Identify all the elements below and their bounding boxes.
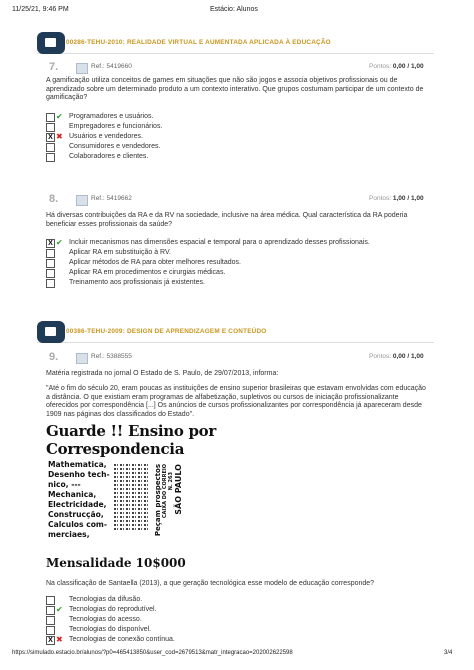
ref-icon [76, 195, 88, 206]
question-quote-9: "Até o fim do século 20, eram poucas as instituições de ensino superior brasileiras que estavam envolvidas com educação a distância. O que existiam eram programas de alfabetização, supletivos ou cursos de iniciação profissionalizante oferecidos por correspondência [...] Os anúncios de cursos profissionalizantes por correspondência já apareceram desde 1909 nas páginas dos classificados do Estado". [46, 385, 426, 418]
option[interactable] [46, 249, 426, 259]
option[interactable] [46, 626, 426, 636]
option-checkbox[interactable] [46, 143, 55, 152]
print-page-number: 3/4 [444, 650, 453, 656]
option-label: Tecnologias do acesso. [69, 616, 142, 623]
question-header-8 [46, 193, 436, 207]
option-label: Incluir mecanismos nas dimensões espacial e temporal para o aprendizado desses profissionais. [69, 239, 370, 246]
option[interactable] [46, 239, 426, 249]
option-checkbox[interactable] [46, 626, 55, 635]
print-url[interactable]: https://simulado.estacio.br/alunos/?p0=465413850&user_cod=2679513&matr_integracao=202002622598 [12, 650, 293, 656]
question-intro-9: Matéria registrada no jornal O Estado de S. Paulo, de 29/07/2013, informa: [46, 370, 279, 377]
option[interactable] [46, 606, 426, 616]
question-header-7 [46, 61, 436, 75]
option[interactable] [46, 153, 426, 163]
question-number: 9. [49, 351, 59, 363]
question-score: Pontos: 0,00 / 1,00 [369, 63, 424, 70]
course-header-2 [37, 326, 434, 343]
clipping-price: Mensalidade 10$000 [46, 556, 186, 570]
option-label: Tecnologias do reprodutível. [69, 606, 157, 613]
clipping-headline: Guarde !! Ensino por [46, 422, 216, 440]
question-ref: Ref.: 5419660 [91, 63, 132, 70]
option[interactable] [46, 616, 426, 626]
option-label: Aplicar RA em substituição à RV. [69, 249, 171, 256]
question-ref: Ref.: 5388555 [91, 353, 132, 360]
option-checkbox[interactable]: X [46, 239, 55, 248]
option-label: Programadores e usuários. [69, 113, 154, 120]
question-header-9 [46, 351, 436, 365]
option-label: Usuários e vendedores. [69, 133, 143, 140]
option-checkbox[interactable] [46, 259, 55, 268]
check-icon: ✔ [56, 238, 63, 247]
option-label: Consumidores e vendedores. [69, 143, 161, 150]
question-ref: Ref.: 5419662 [91, 195, 132, 202]
option[interactable] [46, 279, 426, 289]
check-icon: ✔ [56, 112, 63, 121]
option-label: Tecnologias da difusão. [69, 596, 143, 603]
option-label: Empregadores e funcionários. [69, 123, 163, 130]
book-icon [37, 321, 65, 343]
question-number: 8. [49, 193, 59, 205]
option-checkbox[interactable] [46, 249, 55, 258]
ref-icon [76, 353, 88, 364]
option-checkbox[interactable] [46, 269, 55, 278]
option[interactable] [46, 259, 426, 269]
print-page-title: Estácio: Alunos [210, 6, 258, 13]
option-label: Aplicar métodos de RA para obter melhores resultados. [69, 259, 241, 266]
option-label: Tecnologias de conexão contínua. [69, 636, 175, 643]
option-label: Aplicar RA em procedimentos e cirurgias médicas. [69, 269, 226, 276]
option-checkbox[interactable] [46, 279, 55, 288]
option[interactable] [46, 143, 426, 153]
course-title: 00286-TEHU-2010: REALIDADE VIRTUAL E AUMENTADA APLICADA À EDUCAÇÃO [66, 39, 331, 46]
clipping-address: Peçam prospectos CAIXA DO CORREIO N. 263 SÃO PAULO [154, 464, 183, 537]
question-text-9: Na classificação de Santaella (2013), a que geração tecnológica esse modelo de educação corresponde? [46, 580, 375, 587]
option[interactable] [46, 269, 426, 279]
option-checkbox[interactable] [46, 596, 55, 605]
option-checkbox[interactable] [46, 616, 55, 625]
question-score: Pontos: 1,00 / 1,00 [369, 195, 424, 202]
option[interactable] [46, 596, 426, 606]
cross-icon: ✖ [56, 635, 63, 644]
clipping-noise-pattern [114, 462, 148, 532]
option[interactable] [46, 123, 426, 133]
option[interactable] [46, 113, 426, 123]
cross-icon: ✖ [56, 132, 63, 141]
clipping-headline-2: Correspondencia [46, 440, 185, 458]
question-text-8: Há diversas contribuições da RA e da RV na sociedade, inclusive na área médica. Qual característica da RA poderia beneficiar esses profissionais da saúde? [46, 212, 408, 228]
check-icon: ✔ [56, 605, 63, 614]
option[interactable] [46, 636, 426, 646]
course-title: 00386-TEHU-2009: DESIGN DE APRENDIZAGEM E CONTEÚDO [66, 328, 267, 335]
print-datetime: 11/25/21, 9:46 PM [12, 6, 69, 13]
option-checkbox[interactable]: X [46, 133, 55, 142]
question-score: Pontos: 0,00 / 1,00 [369, 353, 424, 360]
option-label: Treinamento aos profissionais já existentes. [69, 279, 205, 286]
ref-icon [76, 63, 88, 74]
question-number: 7. [49, 61, 59, 73]
book-icon [37, 32, 65, 54]
question-text-7: A gamificação utiliza conceitos de games em situações que não são jogos e associa objetivos profissionais ou de aprendizado sobre um determinado produto a um contexto interativo. Que grupos costumam participar de um contexto de gamificação? [46, 77, 424, 102]
option-checkbox[interactable] [46, 153, 55, 162]
option-checkbox[interactable]: X [46, 636, 55, 645]
option-checkbox[interactable] [46, 113, 55, 122]
clipping-course-list: Mathematica, Desenho tech- nico, --- Mechanica, Electricidade, Construcção, Calculos com- merciaes, [48, 460, 110, 539]
course-header-1 [37, 37, 434, 54]
option[interactable] [46, 133, 426, 143]
newspaper-clipping-image [46, 422, 216, 574]
option-label: Colaboradores e clientes. [69, 153, 149, 160]
option-label: Tecnologias do disponível. [69, 626, 152, 633]
option-checkbox[interactable] [46, 606, 55, 615]
option-checkbox[interactable] [46, 123, 55, 132]
